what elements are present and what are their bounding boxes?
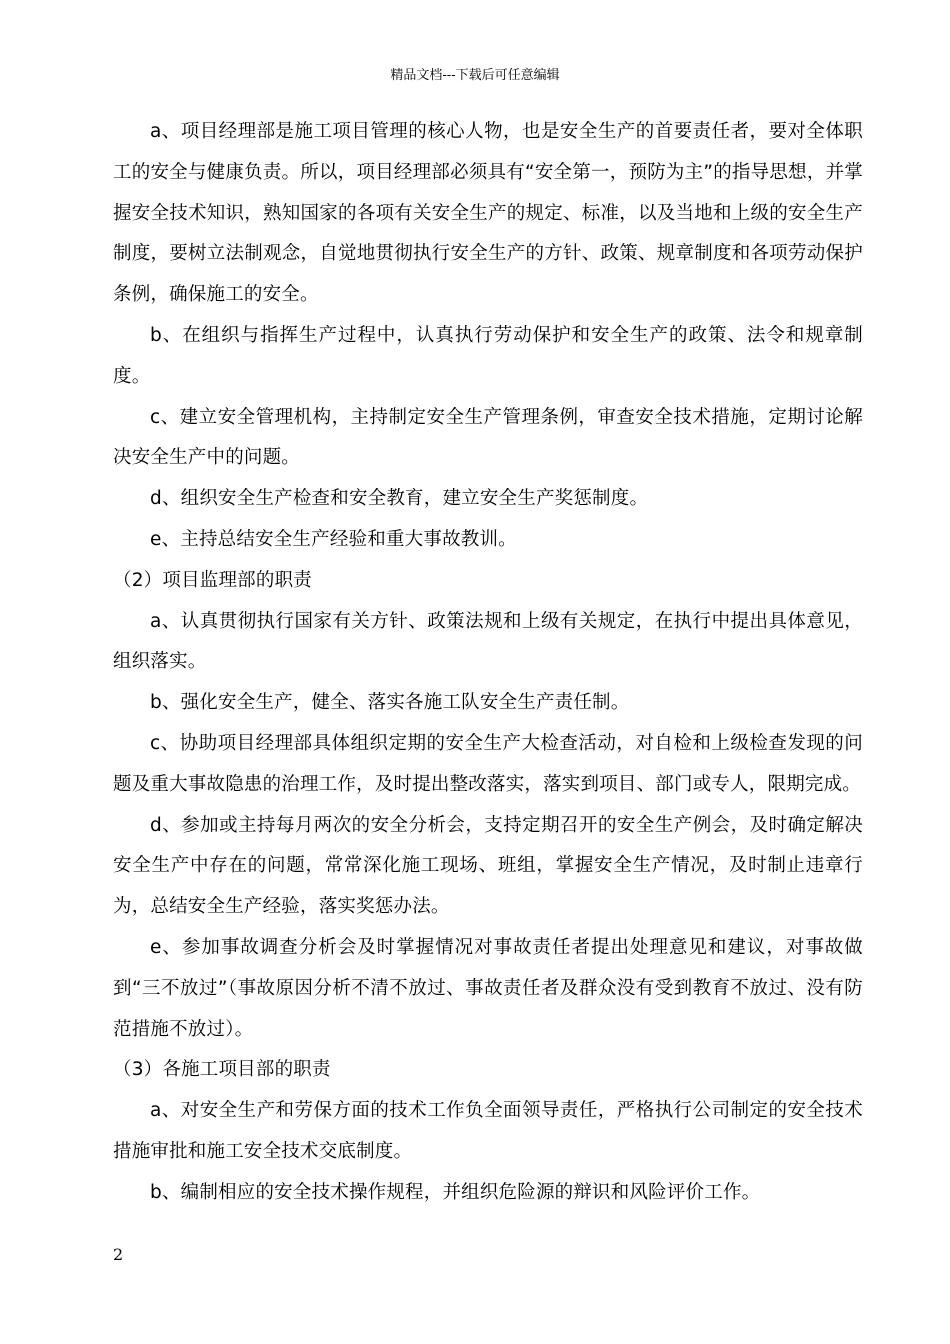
paragraph-1e: e、主持总结安全生产经验和重大事故教训。: [150, 528, 517, 550]
paragraph-1b: b、在组织与指挥生产过程中，认真执行劳动保护和安全生产的政策、法令和规章制度。: [113, 324, 863, 387]
page-header: 精品文档---下载后可任意编辑: [390, 68, 560, 83]
paragraph-2c: c、协助项目经理部具体组织定期的安全生产大检查活动，对自检和上级检查发现的问题及重大事故隐患的治理工作，及时提出整改落实，落实到项目、部门或专人，限期完成。: [113, 732, 863, 795]
paragraph-1d: d、组织安全生产检查和安全教育，建立安全生产奖惩制度。: [150, 488, 649, 510]
paragraph-2e: e、参加事故调查分析会及时掌握情况对事故责任者提出处理意见和建议，对事故做到“三不放过”（事故原因分析不清不放过、事故责任者及群众没有受到教育不放过、没有防范措施不放过）。: [113, 936, 863, 1040]
paragraph-2b: b、强化安全生产，健全、落实各施工队安全生产责任制。: [150, 692, 630, 714]
section-heading-3: （3）各施工项目部的职责: [113, 1059, 331, 1081]
paragraph-2a: a、认真贯彻执行国家有关方针、政策法规和上级有关规定，在执行中提出具体意见，组织落实。: [113, 610, 863, 673]
paragraph-2d: d、参加或主持每月两次的安全分析会，支持定期召开的安全生产例会，及时确定解决安全生产中存在的问题，常常深化施工现场、班组，掌握安全生产情况，及时制止违章行为，总结安全生产经验，落实奖惩办法。: [113, 814, 863, 918]
page-number: 2: [113, 1245, 124, 1264]
paragraph-1c: c、建立安全管理机构，主持制定安全生产管理条例，审查安全技术措施，定期讨论解决安全生产中的问题。: [113, 406, 863, 469]
paragraph-3b: b、编制相应的安全技术操作规程，并组织危险源的辩识和风险评价工作。: [150, 1181, 761, 1203]
document-body: [113, 112, 863, 1214]
section-heading-2: （2）项目监理部的职责: [113, 569, 312, 591]
paragraph-1a: a、项目经理部是施工项目管理的核心人物，也是安全生产的首要责任者，要对全体职工的安全与健康负责。所以，项目经理部必须具有“安全第一，预防为主”的指导思想，并掌握安全技术知识，熟知国家的各项有关安全生产的规定、标准，以及当地和上级的安全生产制度，要树立法制观念，自觉地贯彻执行安全生产的方针、政策、规章制度和各项劳动保护条例，确保施工的安全。: [113, 121, 863, 306]
paragraph-3a: a、对安全生产和劳保方面的技术工作负全面领导责任，严格执行公司制定的安全技术措施审批和施工安全技术交底制度。: [113, 1100, 863, 1162]
